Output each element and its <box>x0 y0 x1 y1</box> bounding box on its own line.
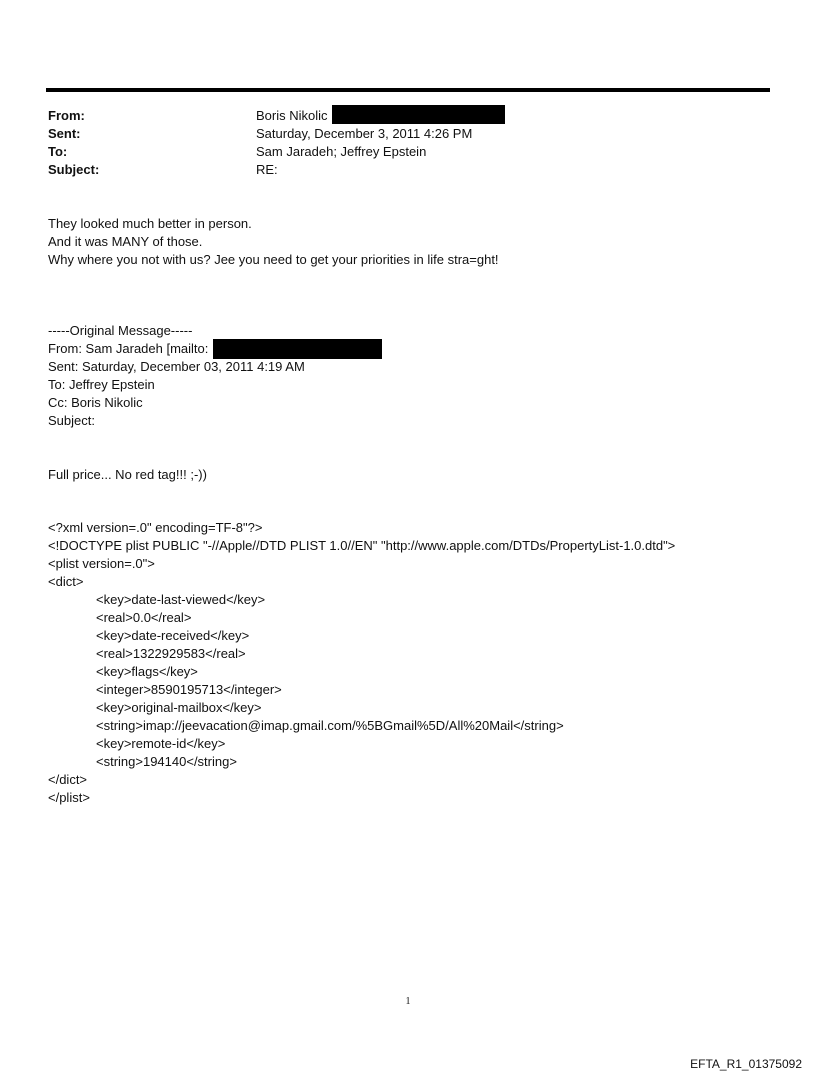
original-cc: Cc: Boris Nikolic <box>48 395 143 410</box>
plist-entry: <real>0.0</real> <box>96 610 192 625</box>
subject-value: RE: <box>256 162 278 177</box>
original-sent: Sent: Saturday, December 03, 2011 4:19 AM <box>48 359 305 374</box>
redaction-box-mailto <box>213 339 382 359</box>
plist-entry: <key>date-last-viewed</key> <box>96 592 266 607</box>
to-label: To: <box>48 144 68 159</box>
subject-label: Subject: <box>48 162 100 177</box>
plist-entry: <string>194140</string> <box>96 754 237 769</box>
plist-close-tag: </plist> <box>48 790 90 805</box>
original-subject: Subject: <box>48 413 95 428</box>
sent-label: Sent: <box>48 126 81 141</box>
dict-open-tag: <dict> <box>48 574 84 589</box>
original-from: From: Sam Jaradeh [mailto: <box>48 341 209 356</box>
header-rule <box>46 88 770 92</box>
plist-entry: <integer>8590195713</integer> <box>96 682 282 697</box>
from-value: Boris Nikolic <box>256 108 328 123</box>
plist-entry: <key>flags</key> <box>96 664 198 679</box>
to-value: Sam Jaradeh; Jeffrey Epstein <box>256 144 427 159</box>
plist-entry: <string>imap://jeevacation@imap.gmail.com/%5BGmail%5D/All%20Mail</string> <box>96 718 564 733</box>
plist-entry: <key>original-mailbox</key> <box>96 700 262 715</box>
plist-entry: <key>remote-id</key> <box>96 736 226 751</box>
body-line: And it was MANY of those. <box>48 234 203 249</box>
page-number: 1 <box>405 996 411 1007</box>
plist-entry: <key>date-received</key> <box>96 628 250 643</box>
plist-open-tag: <plist version=.0"> <box>48 556 155 571</box>
plist-entry: <real>1322929583</real> <box>96 646 246 661</box>
from-label: From: <box>48 108 85 123</box>
sent-value: Saturday, December 3, 2011 4:26 PM <box>256 126 473 141</box>
original-message-text: Full price... No red tag!!! ;-)) <box>48 467 207 482</box>
document-id: EFTA_R1_01375092 <box>690 1057 802 1071</box>
original-to: To: Jeffrey Epstein <box>48 377 155 392</box>
redaction-box-sender-email <box>332 105 505 124</box>
plist-xml-declaration: <?xml version=.0" encoding=TF-8"?> <box>48 520 263 535</box>
body-line: They looked much better in person. <box>48 216 252 231</box>
body-line: Why where you not with us? Jee you need to get your priorities in life stra=ght! <box>48 252 499 267</box>
original-separator: -----Original Message----- <box>48 323 193 338</box>
plist-doctype: <!DOCTYPE plist PUBLIC "-//Apple//DTD PLIST 1.0//EN" "http://www.apple.com/DTDs/PropertyList-1.0.dtd"> <box>48 538 676 553</box>
dict-close-tag: </dict> <box>48 772 88 787</box>
